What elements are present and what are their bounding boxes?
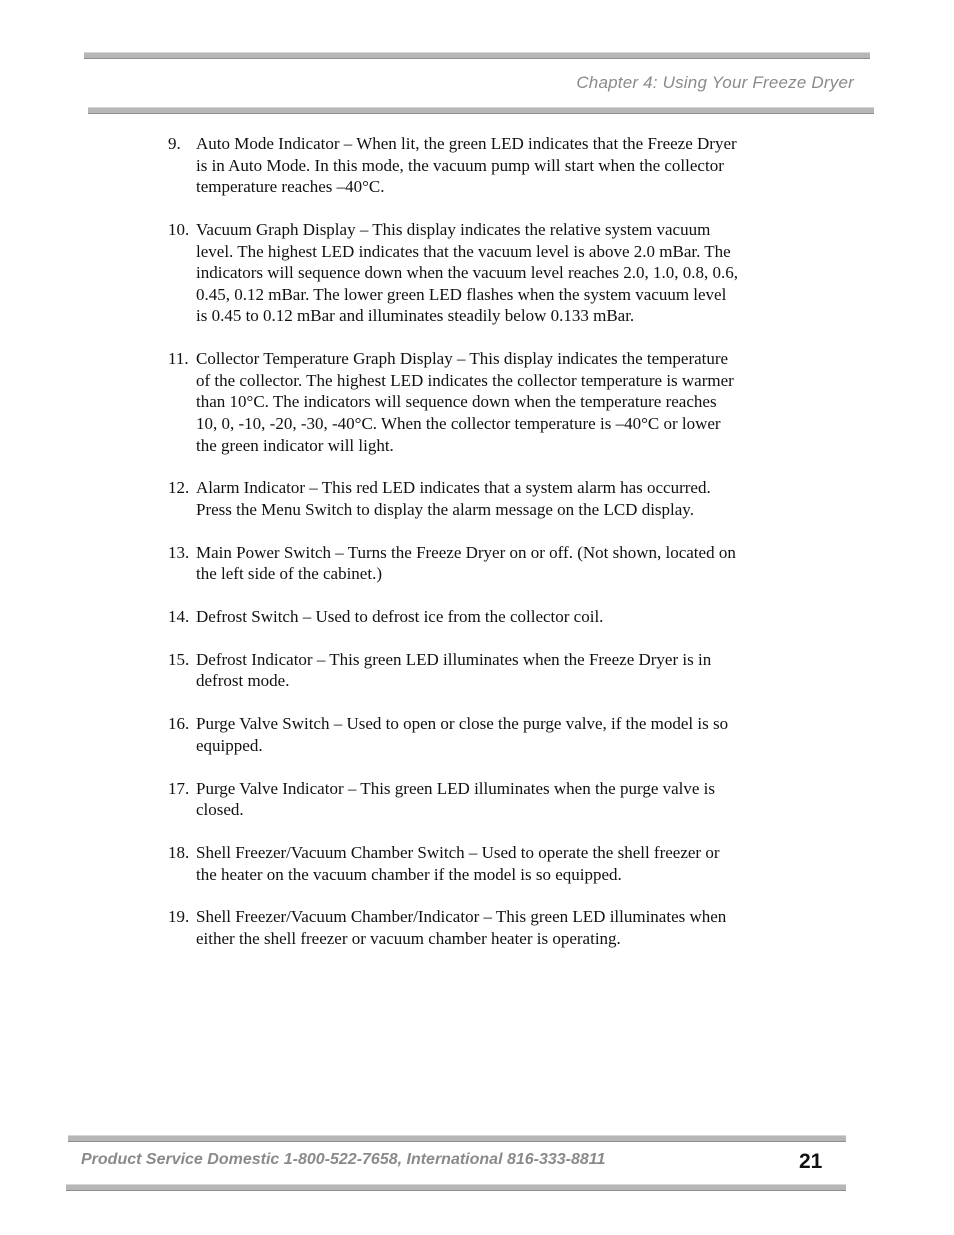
item-text: Auto Mode Indicator – When lit, the green LED indicates that the Freeze Dryer is in Auto Mode. In this mode, the vacuum pump will start when the collector temperature reaches –40°C. [196,134,737,197]
list-item [168,348,738,456]
item-text: Defrost Switch – Used to defrost ice from the collector coil. [196,607,604,627]
footer-rule-bottom [66,1184,846,1191]
item-text: Purge Valve Switch – Used to open or close the purge valve, if the model is so equipped. [196,714,729,755]
item-number: 12. [168,478,190,498]
list-item [168,606,738,628]
item-number: 15. [168,649,190,669]
list-item [168,219,738,327]
item-text: Defrost Indicator – This green LED illuminates when the Freeze Dryer is in defrost mode. [196,649,712,691]
item-text: Main Power Switch – Turns the Freeze Dryer on or off. (Not shown, located on the left side of the cabinet.) [196,542,736,584]
item-number: 16. [168,714,190,734]
list-item [168,649,738,692]
item-text: Purge Valve Indicator – This green LED illuminates when the purge valve is closed. [196,778,716,820]
page-number: 21 [799,1150,823,1173]
header-rule-bottom [88,107,874,114]
list-item [168,477,738,520]
footer-rule-top [68,1135,846,1142]
item-text: Alarm Indicator – This red LED indicates that a system alarm has occurred. Press the Menu Switch to display the alarm message on the LCD display. [196,478,711,519]
item-number: 17. [168,778,190,798]
item-number: 19. [168,907,190,927]
list-item [168,542,738,585]
footer-contact: Product Service Domestic 1-800-522-7658, International 816-333-8811 [81,1151,606,1168]
chapter-title: Chapter 4: Using Your Freeze Dryer [576,73,854,92]
list-item [168,713,738,756]
list-item [168,778,738,821]
item-number: 14. [168,607,190,627]
list-item [168,133,738,198]
list-item [168,906,738,949]
item-text: Shell Freezer/Vacuum Chamber/Indicator – This green LED illuminates when either the shell freezer or vacuum chamber heater is operating. [196,907,727,948]
list-item [168,842,738,885]
item-number: 18. [168,842,190,862]
item-number: 9. [168,134,181,153]
item-number: 11. [168,349,189,369]
item-text: Collector Temperature Graph Display – This display indicates the temperature of the collector. The highest LED indicates the collector temperature is warmer than 10°C. The indicators will sequence down when the temperature reaches 10, 0, -10, -20, -30, -40°C. When the collector temperature is –40°C or lower the green indicator will light. [196,349,734,455]
item-text: Shell Freezer/Vacuum Chamber Switch – Used to operate the shell freezer or the heater on the vacuum chamber if the model is so equipped. [196,842,720,884]
indicator-list [168,133,738,971]
header-rule-top [84,52,870,59]
item-number: 13. [168,542,190,562]
item-number: 10. [168,219,190,239]
item-text: Vacuum Graph Display – This display indicates the relative system vacuum level. The highest LED indicates that the vacuum level is above 2.0 mBar. The indicators will sequence down when the vacuum level reaches 2.0, 1.0, 0.8, 0.6, 0.45, 0.12 mBar. The lower green LED flashes when the system vacuum level is 0.45 to 0.12 mBar and illuminates steadily below 0.133 mBar. [196,219,738,326]
